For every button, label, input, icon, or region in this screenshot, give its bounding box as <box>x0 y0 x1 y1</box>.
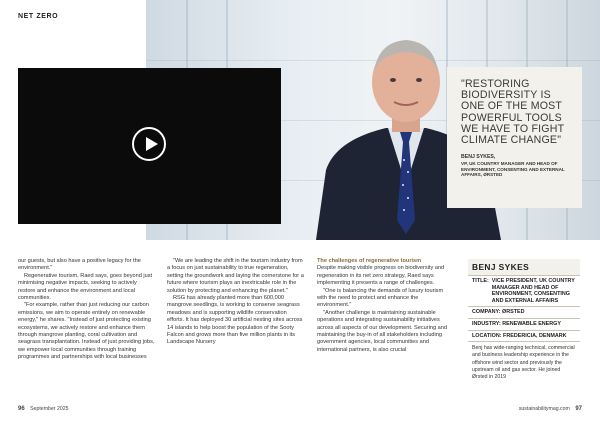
video-player[interactable] <box>18 68 281 224</box>
site-url[interactable]: sustainabilitymag.com <box>518 406 570 412</box>
page-number-left: 96 <box>18 406 25 412</box>
page-number-right: 97 <box>575 406 582 412</box>
article-column-2 <box>167 258 304 347</box>
pull-quote-role: VP, UK COUNTRY MANAGER AND HEAD OF ENVIRONMENT, CONSENTING AND EXTERNAL AFFAIRS, ØRSTED <box>461 161 565 178</box>
footer-right <box>519 406 582 412</box>
paragraph: Regenerative tourism, Raed says, goes beyond just minimising negative impacts, seeking to actively restore and enhance the environment and local communities. <box>18 272 153 302</box>
profile-company-value: ØRSTED <box>502 309 525 316</box>
pull-quote <box>447 67 582 208</box>
paragraph: "One is balancing the demands of luxury tourism with the need to protect and enhance the environment." <box>317 287 444 309</box>
paragraph: RSG has already planted more than 600,000 mangrove seedlings, is working to conserve seagrass meadows and is supporting wildlife conservation efforts. It has deployed 30 artificial nesting sites across 14 islands to help boost the population of the Sooty Falcon and grows more than five million plants in its Landscape Nursery <box>167 295 303 346</box>
subheading: The challenges of regenerative tourism <box>317 258 422 264</box>
profile-company-label: COMPANY: <box>472 309 501 316</box>
profile-location-label: LOCATION: <box>472 332 502 339</box>
profile-title-label: TITLE: <box>472 278 489 284</box>
play-icon[interactable] <box>132 127 166 161</box>
paragraph: "We are leading the shift in the tourism industry from a focus on just sustainability to true regeneration, setting the groundwork and laying the cornerstone for a future where tourism plays an inextricable role in the solution by protecting and enhancing the planet." <box>167 258 304 294</box>
profile-industry-value: RENEWABLE ENERGY <box>502 320 561 327</box>
profile-title-row <box>468 276 580 307</box>
article-column-1 <box>18 258 155 362</box>
paragraph: Despite making visible progress on biodiversity and regeneration in its net zero strategy, Raed says implementing it presents a range of challenges. <box>317 265 445 287</box>
profile-company-row <box>468 307 580 319</box>
article-column-3 <box>317 258 449 354</box>
pull-quote-name: BENJ SYKES, <box>461 154 496 161</box>
profile-industry-label: INDUSTRY: <box>472 320 501 327</box>
footer-left <box>18 406 69 412</box>
profile-card <box>468 259 580 381</box>
paragraph: "Another challenge is maintaining sustainable operations and integrating sustainability initiatives across all aspects of our development. Securing and maintaining the buy-in of all stakeholders including government agencies, local communities and international partners, is also crucial <box>317 309 447 353</box>
paragraph: our guests, but also have a positive legacy for the environment." <box>18 258 141 272</box>
profile-location-value: FREDERICIA, DENMARK <box>503 332 567 339</box>
profile-bio: Benj has wide-ranging technical, commercial and business leadership experience in the offshore wind sector and previously the upstream oil and gas sector. He joined Ørsted in 2019 <box>472 345 575 380</box>
profile-location-row <box>468 331 580 343</box>
profile-name: BENJ SYKES <box>468 259 580 276</box>
issue-date: September 2025 <box>30 406 69 412</box>
section-tag: NET ZERO <box>18 13 59 20</box>
pull-quote-text: "RESTORING BIODIVERSITY IS ONE OF THE MOST POWERFUL TOOLS WE HAVE TO FIGHT CLIMATE CHANGE" <box>461 78 565 147</box>
profile-industry-row <box>468 319 580 331</box>
profile-title-value: VICE PRESIDENT, UK COUNTRY MANAGER AND HEAD OF ENVIRONMENT, CONSENTING AND EXTERNAL AFFAIRS <box>491 278 575 304</box>
paragraph: "For example, rather than just reducing our carbon emissions, we aim to operate entirely on renewable energy," he shares. "Instead of just protecting existing ecosystems, we actively restore and enhance them through mangrove planting, coral cultivation and seagrass transplantation. Instead of just providing jobs, we empower local communities through training programmes and partnerships with local businesses <box>18 302 155 361</box>
